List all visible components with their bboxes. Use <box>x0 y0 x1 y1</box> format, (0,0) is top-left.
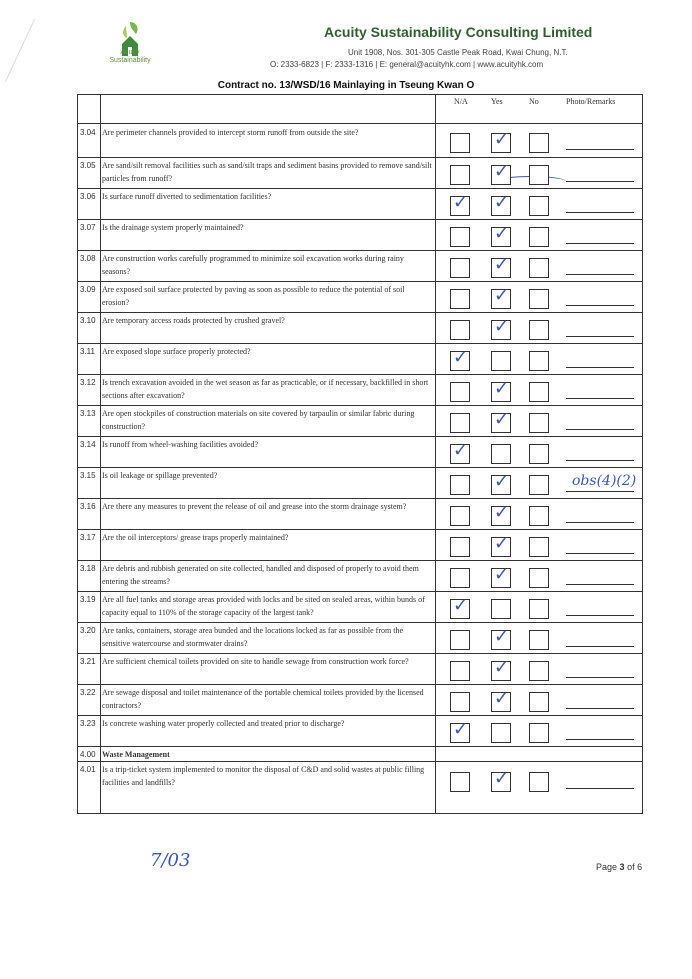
checkbox-na[interactable] <box>450 382 470 402</box>
checklist-question: Are the oil interceptors/ grease traps properly maintained? <box>102 533 289 542</box>
remark-line <box>566 615 634 616</box>
checkbox-no[interactable] <box>529 320 549 340</box>
item-number: 3.11 <box>80 347 95 356</box>
checkbox-na[interactable] <box>450 537 470 557</box>
tick-mark-icon: ✓ <box>494 657 510 678</box>
checkbox-yes[interactable] <box>491 444 511 464</box>
company-logo <box>100 14 160 74</box>
checkbox-no[interactable] <box>529 413 549 433</box>
remark-line <box>566 212 634 213</box>
page-number: Page 3 of 6 <box>596 862 643 872</box>
checkbox-na[interactable] <box>450 568 470 588</box>
tick-mark-icon: ✓ <box>494 161 510 182</box>
col-header-yes: Yes <box>491 97 503 106</box>
item-number: 3.21 <box>80 657 96 666</box>
checklist-question: Are exposed slope surface properly protected? <box>102 347 251 356</box>
checkbox-na[interactable] <box>450 289 470 309</box>
checklist-table <box>77 94 643 814</box>
remark-line <box>566 788 634 789</box>
tick-mark-icon: ✓ <box>494 688 510 709</box>
section-heading: Waste Management <box>102 750 170 759</box>
remark-line <box>566 522 634 523</box>
remark-text: obs(4)(2) <box>572 473 637 489</box>
checkbox-no[interactable] <box>529 772 549 792</box>
checklist-question: Is the drainage system properly maintained? <box>102 223 244 232</box>
item-number: 3.22 <box>80 688 96 697</box>
remark-line <box>566 181 634 182</box>
checklist-question: Are exposed soil surface protected by paving as soon as possible to reduce the potential of soil erosion? <box>102 285 405 307</box>
company-name: Acuity Sustainability Consulting Limited <box>324 24 593 40</box>
item-number: 3.10 <box>80 316 96 325</box>
checkbox-no[interactable] <box>529 258 549 278</box>
tick-mark-icon: ✓ <box>494 129 510 150</box>
item-number: 3.06 <box>80 192 96 201</box>
checklist-question: Is trench excavation avoided in the wet season as far as practicable, or if necessary, backfilled in short sections after excavation? <box>102 378 429 400</box>
checkbox-no[interactable] <box>529 165 549 185</box>
checklist-question: Are debris and rubbish generated on site collected, handled and disposed of properly to avoid them entering the streams? <box>102 564 419 586</box>
item-number: 3.15 <box>80 471 96 480</box>
checkbox-yes[interactable] <box>491 599 511 619</box>
signature-date: 7/03 <box>150 850 191 871</box>
tick-mark-icon: ✓ <box>494 378 510 399</box>
item-number: 3.08 <box>80 254 96 263</box>
checkbox-no[interactable] <box>529 444 549 464</box>
checklist-question: Is oil leakage or spillage prevented? <box>102 471 218 480</box>
checkbox-no[interactable] <box>529 599 549 619</box>
item-number: 3.18 <box>80 564 96 573</box>
checklist-question: Are perimeter channels provided to intercept storm runoff from outside the site? <box>102 128 359 137</box>
remark-line <box>566 274 634 275</box>
checkbox-no[interactable] <box>529 196 549 216</box>
checkbox-no[interactable] <box>529 289 549 309</box>
item-number: 3.20 <box>80 626 96 635</box>
tick-mark-icon: ✓ <box>453 347 469 368</box>
item-number: 3.13 <box>80 409 96 418</box>
checklist-question: Is runoff from wheel-washing facilities avoided? <box>102 440 259 449</box>
item-number: 3.19 <box>80 595 96 604</box>
tick-mark-icon: ✓ <box>494 192 510 213</box>
tick-mark-icon: ✓ <box>494 626 510 647</box>
tick-mark-icon: ✓ <box>494 285 510 306</box>
checkbox-na[interactable] <box>450 772 470 792</box>
remark-line <box>566 336 634 337</box>
checklist-question: Are sand/silt removal facilities such as sand/silt traps and sediment basins provided to remove sand/silt particles from runoff? <box>102 161 432 183</box>
remark-line <box>566 708 634 709</box>
checkbox-yes[interactable] <box>491 351 511 371</box>
checkbox-no[interactable] <box>529 661 549 681</box>
tick-mark-icon: ✓ <box>453 192 469 213</box>
item-number: 3.17 <box>80 533 96 542</box>
checkbox-no[interactable] <box>529 227 549 247</box>
item-number: 4.01 <box>80 765 96 774</box>
tick-mark-icon: ✓ <box>453 719 469 740</box>
col-header-remarks: Photo/Remarks <box>566 97 616 106</box>
checkbox-no[interactable] <box>529 506 549 526</box>
tick-mark-icon: ✓ <box>494 254 510 275</box>
checkbox-no[interactable] <box>529 723 549 743</box>
remark-line <box>566 553 634 554</box>
item-number: 4.00 <box>80 750 96 759</box>
remark-line <box>566 584 634 585</box>
remark-line <box>566 367 634 368</box>
checkbox-no[interactable] <box>529 475 549 495</box>
checkbox-no[interactable] <box>529 630 549 650</box>
checkbox-na[interactable] <box>450 165 470 185</box>
company-address: Unit 1908, Nos. 301-305 Castle Peak Road, Kwai Chung, N.T. <box>348 48 568 57</box>
contract-title: Contract no. 13/WSD/16 Mainlaying in Tseung Kwan O <box>217 80 475 91</box>
remark-line <box>566 305 634 306</box>
tick-mark-icon: ✓ <box>494 409 510 430</box>
item-number: 3.14 <box>80 440 96 449</box>
item-number: 3.04 <box>80 128 96 137</box>
checklist-question: Is surface runoff diverted to sedimentation facilities? <box>102 192 272 201</box>
tick-mark-icon: ✓ <box>494 533 510 554</box>
checklist-question: Are temporary access roads protected by crushed gravel? <box>102 316 285 325</box>
checkbox-na[interactable] <box>450 133 470 153</box>
remark-line <box>566 398 634 399</box>
checkbox-no[interactable] <box>529 133 549 153</box>
checklist-question: Is a trip-ticket system implemented to monitor the disposal of C&D and solid wastes at public filling facilities and landfills? <box>102 765 425 787</box>
tick-mark-icon: ✓ <box>494 316 510 337</box>
logo-text: Acuity Sustainability <box>109 49 151 64</box>
company-contacts: O: 2333-6823 | F: 2333-1316 | E: general@acuityhk.com | www.acuityhk.com <box>270 60 544 69</box>
checklist-question: Are all fuel tanks and storage areas provided with locks and be sited on sealed areas, within bunds of capacity equal to 110% of the storage capacity of the largest tank? <box>102 595 425 617</box>
checkbox-na[interactable] <box>450 630 470 650</box>
tick-mark-icon: ✓ <box>494 768 510 789</box>
checkbox-no[interactable] <box>529 351 549 371</box>
remark-line <box>566 429 634 430</box>
checklist-question: Are construction works carefully programmed to minimize soil excavation works during rainy seasons? <box>102 254 404 276</box>
checklist-question: Are tanks, containers, storage area bunded and the locations locked as far as possible from the sensitive watercourse and stormwater drains? <box>102 626 404 648</box>
remark-line <box>566 243 634 244</box>
checkbox-na[interactable] <box>450 506 470 526</box>
item-number: 3.16 <box>80 502 96 511</box>
checkbox-no[interactable] <box>529 568 549 588</box>
checklist-question: Is concrete washing water properly collected and treated prior to discharge? <box>102 719 345 728</box>
tick-mark-icon: ✓ <box>453 440 469 461</box>
remark-line <box>566 646 634 647</box>
remark-line <box>566 677 634 678</box>
checkbox-na[interactable] <box>450 692 470 712</box>
tick-mark-icon: ✓ <box>494 471 510 492</box>
item-number: 3.12 <box>80 378 96 387</box>
item-number: 3.23 <box>80 719 96 728</box>
item-number: 3.09 <box>80 285 96 294</box>
tick-mark-icon: ✓ <box>453 595 469 616</box>
checkbox-no[interactable] <box>529 382 549 402</box>
remark-line <box>566 739 634 740</box>
tick-mark-icon: ✓ <box>494 223 510 244</box>
checkbox-na[interactable] <box>450 320 470 340</box>
tick-mark-icon: ✓ <box>494 502 510 523</box>
item-number: 3.05 <box>80 161 96 170</box>
checklist-question: Are open stockpiles of construction materials on site covered by tarpaulin or similar fabric during construction? <box>102 409 415 431</box>
checkbox-na[interactable] <box>450 475 470 495</box>
remark-line <box>566 460 634 461</box>
remark-line <box>566 491 634 492</box>
col-header-na: N/A <box>454 97 468 106</box>
remark-line <box>566 149 634 150</box>
col-header-no: No <box>529 97 539 106</box>
checkbox-yes[interactable] <box>491 723 511 743</box>
checkbox-no[interactable] <box>529 692 549 712</box>
checklist-question: Are sewage disposal and toilet maintenance of the portable chemical toilets provided by the licensed contractors? <box>102 688 424 710</box>
checkbox-na[interactable] <box>450 661 470 681</box>
checkbox-na[interactable] <box>450 413 470 433</box>
checkbox-na[interactable] <box>450 227 470 247</box>
checklist-question: Are there any measures to prevent the release of oil and grease into the storm drainage system? <box>102 502 407 511</box>
tick-mark-icon: ✓ <box>494 564 510 585</box>
checklist-question: Are sufficient chemical toilets provided on site to handle sewage from construction work force? <box>102 657 409 666</box>
item-number: 3.07 <box>80 223 96 232</box>
checkbox-no[interactable] <box>529 537 549 557</box>
checkbox-na[interactable] <box>450 258 470 278</box>
